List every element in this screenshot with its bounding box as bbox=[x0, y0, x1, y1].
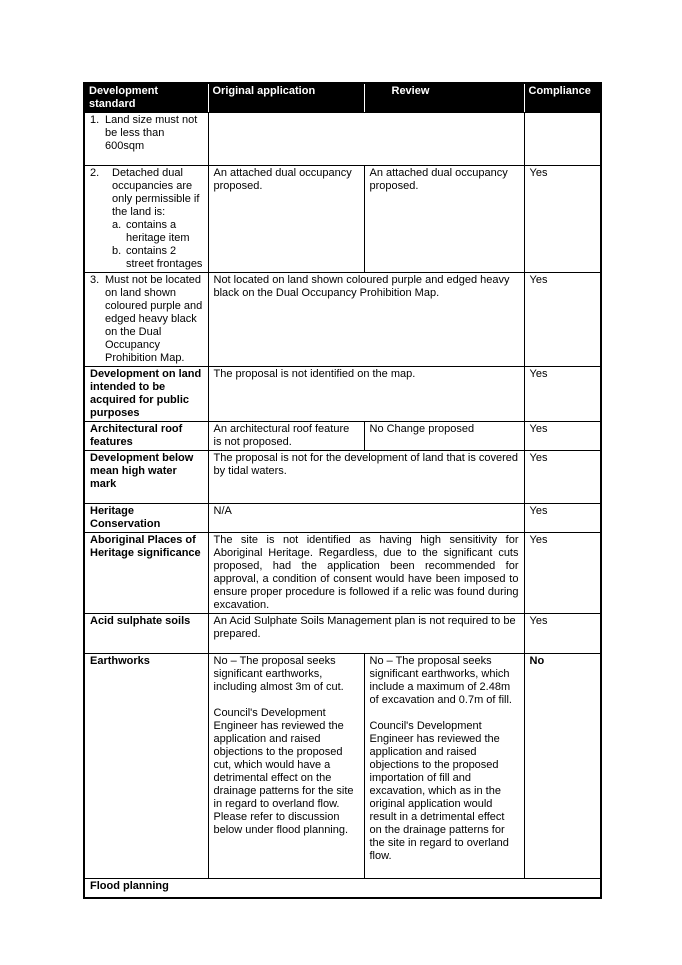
sub-list-letter: a. bbox=[112, 219, 122, 231]
list-number: 3. bbox=[90, 274, 100, 286]
cell-prohibition-map-compliance: Yes bbox=[524, 273, 601, 367]
table-row-prohibition-map bbox=[84, 273, 601, 367]
cell-acid-sulphate-compliance: Yes bbox=[524, 614, 601, 654]
cell-land-size-standard bbox=[84, 113, 208, 166]
table-row-high-water-mark bbox=[84, 451, 601, 504]
cell-public-purposes-standard: Development on land intended to be acquired for public purposes bbox=[84, 367, 208, 422]
cell-aboriginal-places-compliance: Yes bbox=[524, 533, 601, 614]
cell-high-water-mark-merged: The proposal is not for the development of land that is covered by tidal waters. bbox=[208, 451, 524, 504]
cell-detached-dual-original: An attached dual occupancy proposed. bbox=[208, 166, 364, 273]
cell-earthworks-standard: Earthworks bbox=[84, 654, 208, 879]
cell-detached-dual-compliance: Yes bbox=[524, 166, 601, 273]
cell-land-size-compliance bbox=[524, 113, 601, 166]
table-row-public-purposes bbox=[84, 367, 601, 422]
cell-acid-sulphate-merged: An Acid Sulphate Soils Management plan is not required to be prepared. bbox=[208, 614, 524, 654]
cell-heritage-conservation-standard: Heritage Conservation bbox=[84, 504, 208, 533]
table-row-earthworks bbox=[84, 654, 601, 879]
table-header-row bbox=[84, 83, 601, 113]
cell-aboriginal-places-merged: The site is not identified as having high sensitivity for Aboriginal Heritage. Regardless, due to the significant cuts proposed, had the application been recommended for approval, a condition of consent would have been imposed to ensure proper procedure is followed if a relic was found during excavation. bbox=[208, 533, 524, 614]
column-header-review: Review bbox=[364, 83, 524, 113]
table-row-roof-features bbox=[84, 422, 601, 451]
table-row-heritage-conservation bbox=[84, 504, 601, 533]
cell-earthworks-compliance: No bbox=[524, 654, 601, 879]
standard-text: Land size must not be less than 600sqm bbox=[105, 114, 198, 152]
cell-flood-planning: Flood planning bbox=[84, 879, 601, 898]
cell-roof-features-compliance: Yes bbox=[524, 422, 601, 451]
cell-roof-features-original: An architectural roof feature is not proposed. bbox=[208, 422, 364, 451]
table-row-acid-sulphate bbox=[84, 614, 601, 654]
sub-list-letter: b. bbox=[112, 245, 122, 257]
column-header-development-standard: Development standard bbox=[84, 83, 208, 113]
cell-public-purposes-compliance: Yes bbox=[524, 367, 601, 422]
sub-list-text: contains 2 street frontages bbox=[126, 245, 203, 270]
sub-list-text: contains a heritage item bbox=[126, 219, 190, 244]
compliance-table-container bbox=[83, 82, 600, 899]
cell-earthworks-review: No – The proposal seeks significant earthworks, which include a maximum of 2.48m of excavation and 0.7m of fill. Council's Development Engineer has reviewed the application and raised objections to the proposed importation of fill and excavation, which as in the original application would result in a detrimental effect on the drainage patterns for the site in regard to overland flow. bbox=[364, 654, 524, 879]
cell-earthworks-original: No – The proposal seeks significant earthworks, including almost 3m of cut. Council's Development Engineer has reviewed the application and raised objections to the proposed cut, which would have a detrimental effect on the drainage patterns for the site in regard to overland flow. Please refer to discussion below under flood planning. bbox=[208, 654, 364, 879]
table-row-detached-dual bbox=[84, 166, 601, 273]
cell-detached-dual-review: An attached dual occupancy proposed. bbox=[364, 166, 524, 273]
list-number: 2. bbox=[90, 167, 100, 179]
cell-prohibition-map-standard bbox=[84, 273, 208, 367]
column-header-original-application: Original application bbox=[208, 83, 364, 113]
cell-roof-features-review: No Change proposed bbox=[364, 422, 524, 451]
column-header-compliance: Compliance bbox=[524, 83, 601, 113]
cell-aboriginal-places-standard: Aboriginal Places of Heritage significance bbox=[84, 533, 208, 614]
standard-text: Must not be located on land shown coloured purple and edged heavy black on the Dual Occupancy Prohibition Map. bbox=[105, 274, 203, 364]
table-row-aboriginal-places bbox=[84, 533, 601, 614]
cell-detached-dual-standard bbox=[84, 166, 208, 273]
cell-public-purposes-merged: The proposal is not identified on the map. bbox=[208, 367, 524, 422]
cell-high-water-mark-compliance: Yes bbox=[524, 451, 601, 504]
table-row-flood-planning bbox=[84, 879, 601, 898]
cell-heritage-conservation-compliance: Yes bbox=[524, 504, 601, 533]
standard-text: Detached dual occupancies are only permissible if the land is: bbox=[112, 167, 200, 218]
development-standards-table bbox=[83, 82, 602, 899]
cell-acid-sulphate-standard: Acid sulphate soils bbox=[84, 614, 208, 654]
cell-prohibition-map-merged: Not located on land shown coloured purple and edged heavy black on the Dual Occupancy Prohibition Map. bbox=[208, 273, 524, 367]
table-row-land-size bbox=[84, 113, 601, 166]
list-number: 1. bbox=[90, 114, 100, 126]
cell-high-water-mark-standard: Development below mean high water mark bbox=[84, 451, 208, 504]
cell-heritage-conservation-merged: N/A bbox=[208, 504, 524, 533]
cell-roof-features-standard: Architectural roof features bbox=[84, 422, 208, 451]
cell-land-size-merged-empty bbox=[208, 113, 524, 166]
